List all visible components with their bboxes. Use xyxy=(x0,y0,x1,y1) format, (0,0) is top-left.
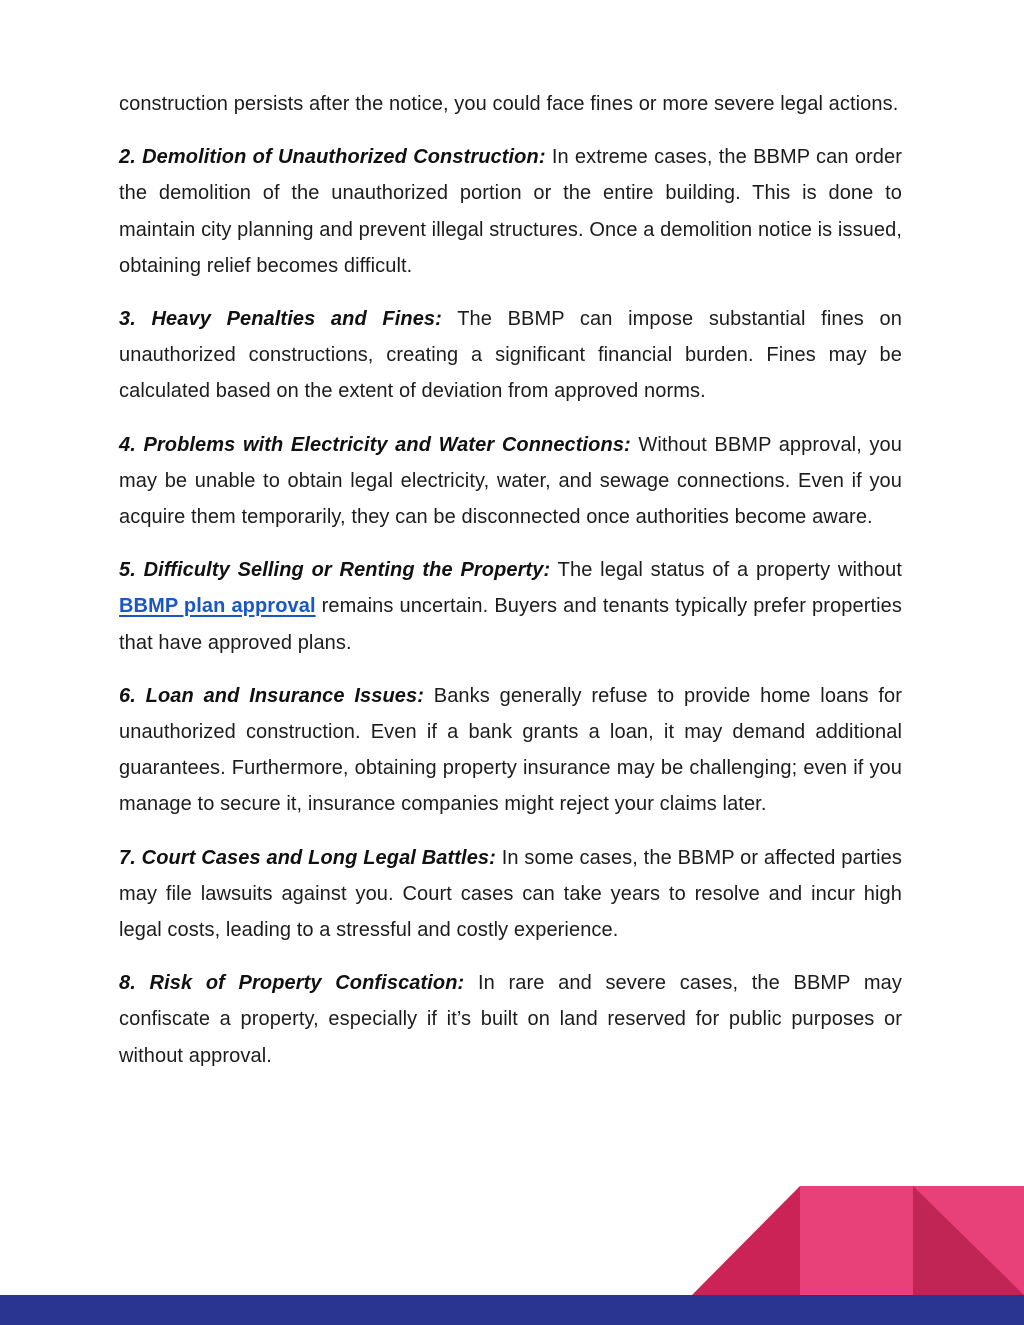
point-confiscation xyxy=(119,965,902,1074)
point-penalties xyxy=(119,301,902,410)
point-heading: 7. Court Cases and Long Legal Battles: xyxy=(119,846,496,869)
point-heading: 5. Difficulty Selling or Renting the Property: xyxy=(119,559,551,582)
point-utilities xyxy=(119,427,902,536)
footer-pink-panel xyxy=(800,1186,1024,1295)
intro-paragraph xyxy=(119,86,902,122)
point-heading: 2. Demolition of Unauthorized Construction: xyxy=(119,146,546,169)
point-heading: 4. Problems with Electricity and Water Connections: xyxy=(119,433,631,456)
point-selling-renting xyxy=(119,552,902,661)
point-text-before-link: The legal status of a property without xyxy=(550,559,902,582)
footer-dark-triangle xyxy=(692,1186,800,1295)
point-heading: 3. Heavy Penalties and Fines: xyxy=(119,308,442,331)
bbmp-plan-approval-link[interactable]: BBMP plan approval xyxy=(119,595,316,618)
point-text: In rare and severe cases, the BBMP may confiscate a property, especially if it’s built on land reserved for public purposes or without approval. xyxy=(119,972,902,1067)
document-body xyxy=(119,86,902,1091)
point-heading: 6. Loan and Insurance Issues: xyxy=(119,684,424,707)
point-text: In some cases, the BBMP or affected parties may file lawsuits against you. Court cases can take years to resolve and incur high legal costs, leading to a stressful and costly experience. xyxy=(119,846,902,942)
point-text: Banks generally refuse to provide home loans for unauthorized construction. Even if a bank grants a loan, it may demand additional guarantees. Furthermore, obtaining property insurance may be challenging; even if you manage to secure it, insurance companies might reject your claims later. xyxy=(119,684,902,816)
point-text: The BBMP can impose substantial fines on unauthorized constructions, creating a significant financial burden. Fines may be calculated based on the extent of deviation from approved norms. xyxy=(119,308,902,403)
point-heading: 8. Risk of Property Confiscation: xyxy=(119,972,465,995)
point-text: In extreme cases, the BBMP can order the demolition of the unauthorized portion or the entire building. This is done to maintain city planning and prevent illegal structures. Once a demolition notice is issued, obtaining relief becomes difficult. xyxy=(119,146,903,277)
point-demolition xyxy=(119,139,902,284)
point-text-after-link: remains uncertain. Buyers and tenants typically prefer properties that have approved plans. xyxy=(119,595,902,654)
point-text: Without BBMP approval, you may be unable to obtain legal electricity, water, and sewage connections. Even if you acquire them temporarily, they can be disconnected once authorities become aware. xyxy=(119,433,902,529)
intro-text: construction persists after the notice, you could face fines or more severe legal actions. xyxy=(119,93,899,115)
footer-shade-triangle xyxy=(913,1186,1024,1295)
footer-bar xyxy=(0,1295,1024,1325)
point-loan-insurance xyxy=(119,678,902,823)
point-court-cases xyxy=(119,840,902,949)
